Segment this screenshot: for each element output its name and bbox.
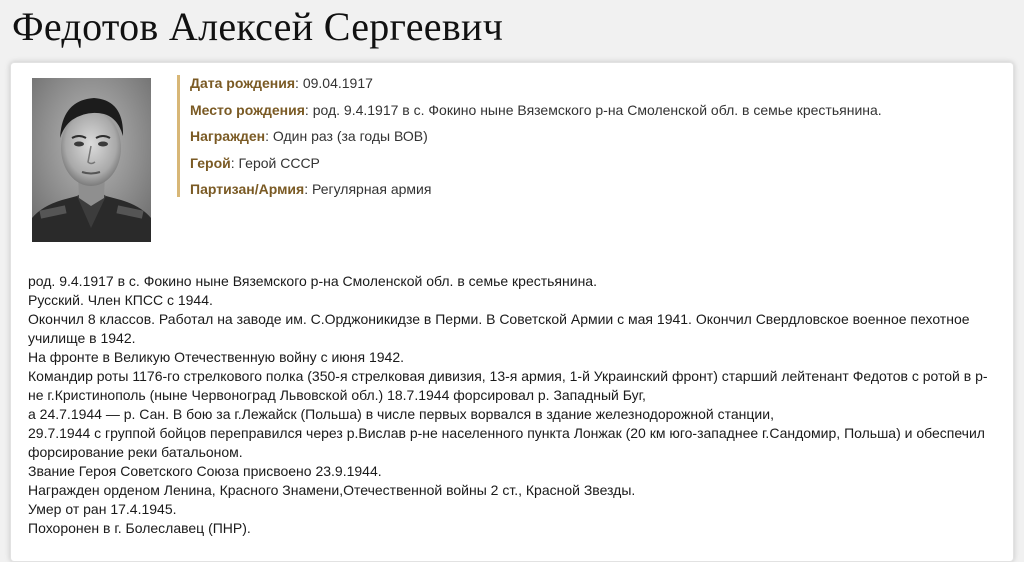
info-row-birth-place: Место рождения: род. 9.4.1917 в с. Фокино ныне Вяземского р-на Смоленской обл. в семье крестьянина. [190, 101, 882, 118]
info-label: Место рождения [190, 101, 305, 118]
info-value: 09.04.1917 [302, 75, 373, 91]
bio-line: Награжден орденом Ленина, Красного Знамени,Отечественной войны 2 ст., Красной Звезды. [28, 482, 636, 498]
info-label: Партизан/Армия [190, 181, 305, 197]
info-list [177, 75, 990, 197]
info-label: Дата рождения [190, 75, 296, 91]
page-title: Федотов Алексей Сергеевич [12, 4, 504, 49]
bio-line: Окончил 8 классов. Работал на заводе им. С.Орджоникидзе в Перми. В Советской Армии с мая 1941. Окончил Свердловское военное пехотное училище в 1942. [28, 311, 970, 346]
info-value: Регулярная армия [311, 181, 432, 197]
biography [28, 272, 998, 538]
bio-line: Умер от ран 17.4.1945. [28, 501, 177, 517]
info-label: Герой [190, 154, 231, 171]
bio-line: На фронте в Великую Отечественную войну с июня 1942. [28, 349, 405, 365]
bio-line: Командир роты 1176-го стрелкового полка (350-я стрелковая дивизия, 13-я армия, 1-й Украинский фронт) старший лейтенант Федотов с ротой в р-не г.Кристинополь (ныне Червоноград Львовской обл.) 18.7.1944 форсировал р. Западный Буг, [28, 368, 988, 403]
info-value: род. 9.4.1917 в с. Фокино ныне Вяземского р-на Смоленской обл. в семье крестьянина. [312, 101, 882, 118]
info-value: Герой СССР [238, 154, 320, 171]
bio-line: Звание Героя Советского Союза присвоено 23.9.1944. [28, 463, 382, 479]
portrait-photo [32, 78, 151, 242]
bio-line: род. 9.4.1917 в с. Фокино ныне Вяземского р-на Смоленской обл. в семье крестьянина. [28, 273, 597, 289]
bio-line: а 24.7.1944 — р. Сан. В бою за г.Лежайск (Польша) в числе первых ворвался в здание железнодорожной станции, [28, 406, 774, 422]
profile-card [10, 62, 1014, 562]
info-label: Награжден [190, 128, 266, 144]
bio-line: Русский. Член КПСС с 1944. [28, 292, 213, 308]
bio-line: Похоронен в г. Болеславец (ПНР). [28, 520, 251, 536]
info-row-birth-date: Дата рождения: 09.04.1917 [190, 75, 373, 91]
info-row-awarded: Награжден: Один раз (за годы ВОВ) [190, 128, 428, 144]
info-row-army: Партизан/Армия: Регулярная армия [190, 181, 432, 197]
bio-line: 29.7.1944 с группой бойцов переправился через р.Вислав р-не населенного пункта Лонжак (20 км юго-западнее г.Сандомир, Польша) и обеспечил форсирование реки батальоном. [28, 425, 985, 460]
info-row-hero: Герой: Герой СССР [190, 154, 320, 171]
info-value: Один раз (за годы ВОВ) [272, 128, 428, 144]
